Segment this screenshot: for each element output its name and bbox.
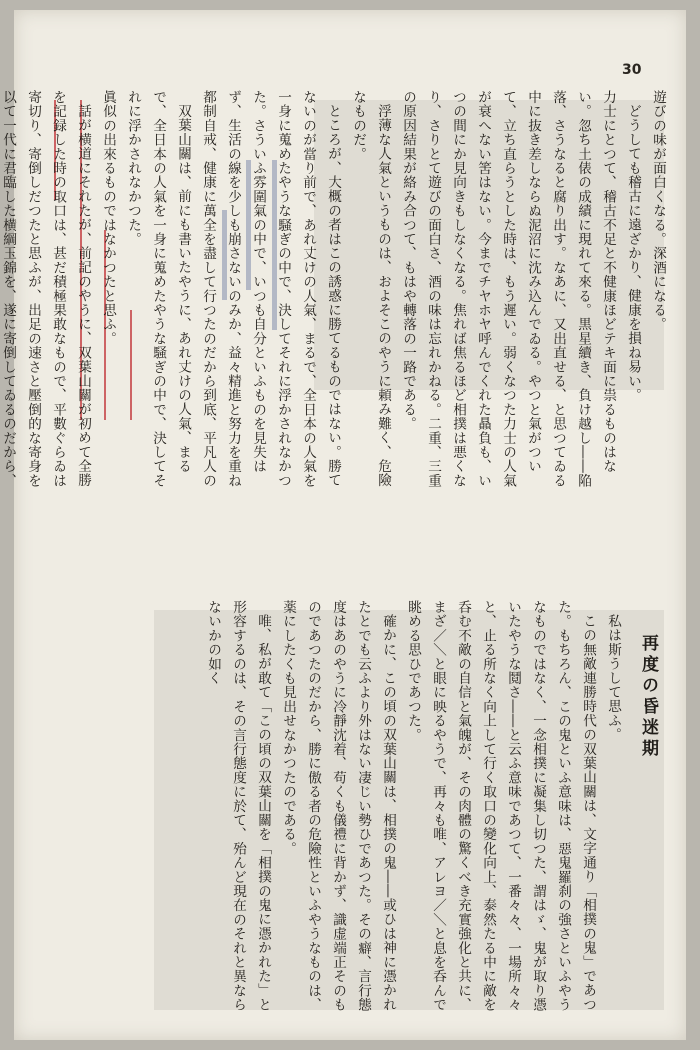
paragraph: 確かに、この頃の双葉山關は、相撲の鬼――或ひは神に憑かれたとでも云ふより外はない凄じい勢ひであつた。その癖、言行態度はあのやうに冷靜沈着、苟くも儀禮に背かず、識虚端正そのものであつたのだから、勝に傲る者の危險性といふやうなものは、薬にしたくも見出せなかつたのである。 (280, 600, 396, 1012)
paragraph: 私は斯うして思ふ。 (605, 613, 621, 742)
paragraph: どうしても稽古に遠ざかり、健康を損ね易い。 (625, 103, 641, 402)
lower-text-band (30, 600, 670, 1020)
paragraph: 唯、私が敢て「この頃の双葉山關を「相撲の鬼に憑かれた」と形容するのは、その言行態度に於て、殆んど現在のそれと異ならないかの如く (205, 600, 271, 1012)
paragraph: 話が横道にそれたが、前記のやうに、双葉山關が初めて全勝を記録した時の取口は、甚だ積極果敢なもので、平數ぐらゐは寄切り、寄倒しだつたと思ふが、出足の速さと壓倒的な寄身を以て一代に君臨した横綱玉錦を、遂に寄倒してゐるのだから、 (0, 90, 91, 488)
paragraph: この無敵連勝時代の双葉山關は、文字通り「相撲の鬼」であつた。もちろん、この鬼といふ意味は、惡鬼羅刹の強さといふやうなものではなく、一念相撲に凝集し切つた、謂はゞ、鬼が取り憑いたやうな鬩さ――と云ふ意味であつて、一番々々、一場所々々と、止る所なく向上して行く取口の變化向上、泰然たる中に敵を呑む不敵の自信と氣魄が、その肉體の驚くべき充實強化と共に、まざ／＼と眼に映るやうで、再々も唯、アレヨ／＼と息を呑んで眺める思ひであつた。 (405, 600, 596, 1012)
page-number: 30 (622, 62, 642, 78)
upper-text-band (0, 90, 670, 500)
book-page (0, 10, 686, 1040)
paragraph: 浮薄な人氣というものは、およそこのやうに頼み難く、危險なものだ。 (350, 90, 391, 487)
paragraph: 眞似の出來るものではなかつたと思ふ。 (100, 90, 116, 346)
paragraph: ところが、大概の者はこの誘惑に勝てるものではない。勝てないのが當り前で、あれ丈けの人氣、まるで、全日本の人氣を一身に蒐めたやうな騒ぎの中で、決してそれに浮かされなかつた。さういふ雰圍氣の中で、いつも自分といふものを見失はず、生活の線を少しも崩さないのみか、益々精進と努力を重ね都制自戒、健康に萬全を盡して行つたのだから到底、平凡人の (200, 90, 341, 488)
paragraph: 双葉山關は、前にも書いたやうに、あれ丈けの人氣、まるで、全日本の人氣を一身に蒐めたやうな騒ぎの中で、決してそれに浮かされなかつた。 (125, 90, 191, 488)
paragraph: 遊びの味が面白くなる。深酒になる。 (650, 90, 666, 332)
section-heading: 再度の昏迷期 (638, 634, 658, 760)
paragraph: 力士にとつて、稽古不足と不健康ほどテキ面に祟るものはない。忽ち土俵の成績に現れて來る。黒星續き、負け越し――陥落、さうなると腐り出す。なあに、又出直せる、と思つてゐる中に抜き差しならぬ泥沼に沈み込んでゐる。やつと氣がついて、立ち直らうとした時は、もう遲い。弱くなつた力士の人氣が衰へない筈はない。今までチヤホヤ呼んでくれた贔負も、いつの間にか見向きもしなくなる。焦れば焦るほど相撲は悪くなり、さりとて遊びの面白さ、酒の味は忘れかねる。二重、三重の原因結果が絡み合つて、もはや轉落の一路である。 (400, 90, 616, 488)
